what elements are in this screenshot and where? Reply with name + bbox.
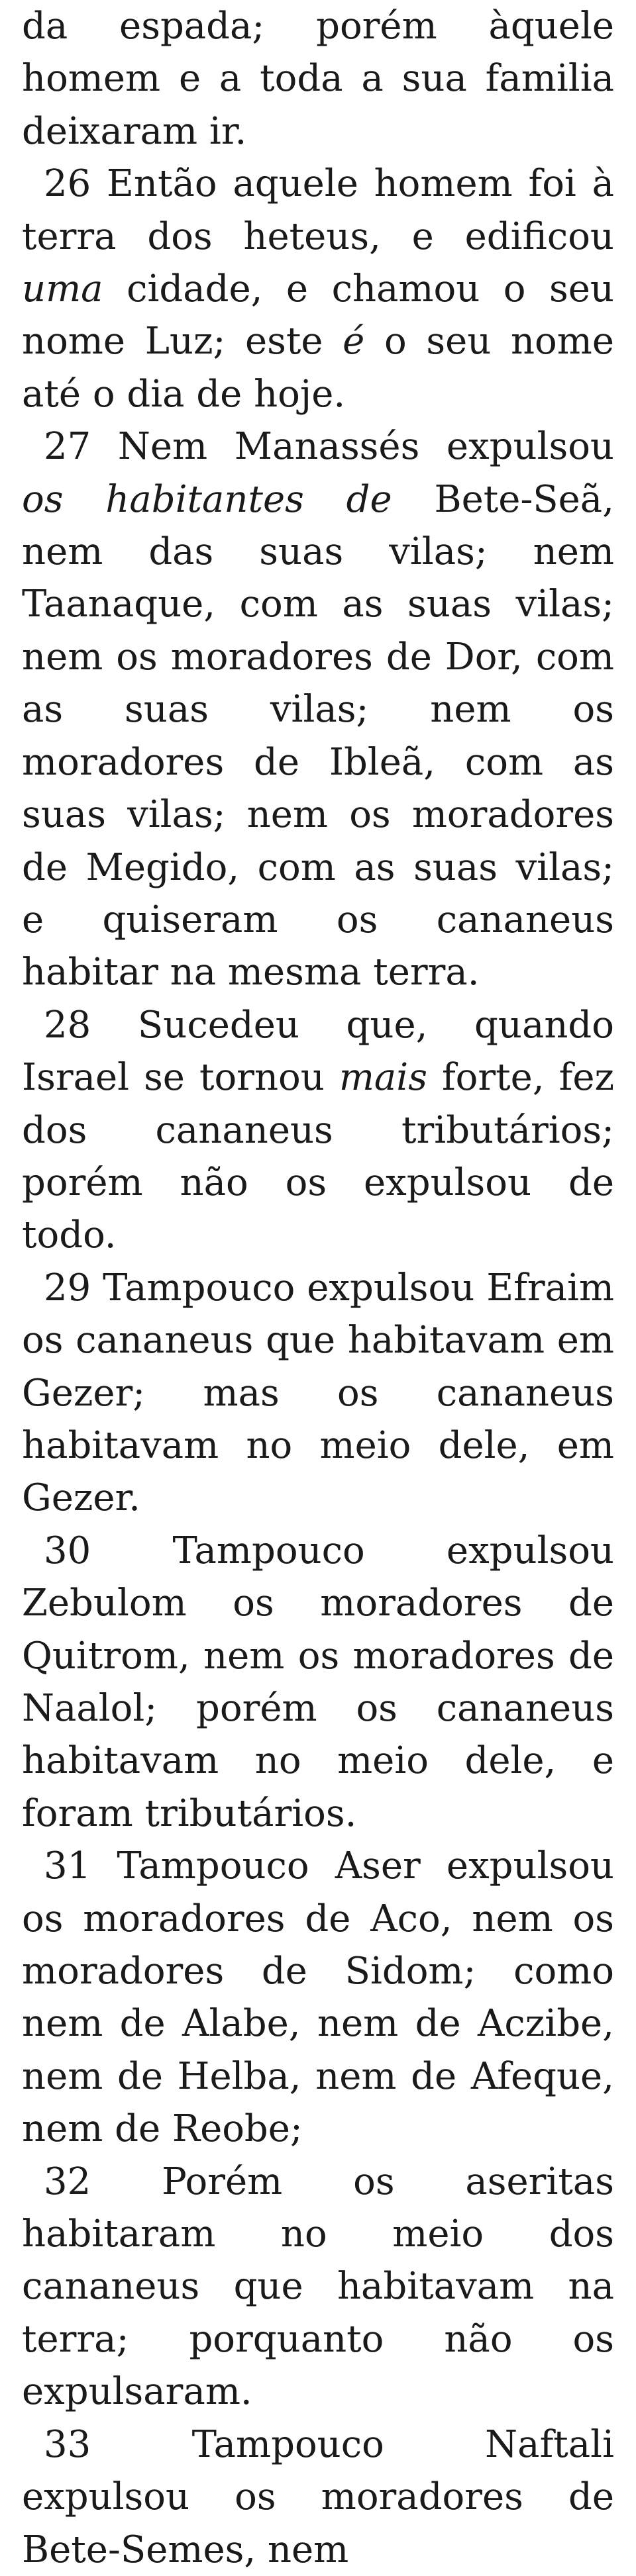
verse-text: o seu nome até o dia de hoje. <box>22 320 614 416</box>
verse-number: 32 <box>44 2160 91 2203</box>
verse-v32 <box>22 2156 614 2418</box>
verse-text: Tampouco Naftali expulsou os moradores de Bete-Semes, nem <box>22 2422 614 2571</box>
verse-number: 29 <box>44 1266 91 1310</box>
verse-text: Tampouco expulsou Efraim os cananeus que habitavam em Gezer; mas os cananeus habitavam no meio dele, em Gezer. <box>22 1266 614 1520</box>
verse-number: 26 <box>44 162 91 206</box>
verse-v28 <box>22 999 614 1262</box>
verse-text: Bete-Seã, nem das suas vilas; nem Taanaque, com as suas vilas; nem os moradores de Dor, com as suas vilas; nem os moradores de Ibleã, com as suas vilas; nem os moradores de Megido, com as suas vilas; e quiseram os cananeus habitar na mesma terra. <box>22 477 614 994</box>
verse-text: forte, fez dos cananeus tributários; porém não os expulsou de todo. <box>22 1056 614 1257</box>
italic-added-word: é <box>343 320 365 363</box>
verse-v30 <box>22 1525 614 1840</box>
verse-number: 33 <box>44 2422 91 2466</box>
verse-v31 <box>22 1840 614 2155</box>
verse-text: Tampouco expulsou Zebulom os moradores de Quitrom, nem os moradores de Naalol; porém os cananeus habitavam no meio dele, e foram tributários. <box>22 1529 614 1835</box>
italic-added-word: os habitantes de <box>22 477 392 521</box>
verse-v25-tail <box>22 0 614 158</box>
verse-number: 31 <box>44 1844 91 1888</box>
verse-text: Sucedeu que, quando Israel se tornou <box>22 1003 614 1100</box>
verse-text-block <box>22 0 614 2576</box>
verse-text: Tampouco Aser expulsou os moradores de Aco, nem os moradores de Sidom; como nem de Alabe, nem de Aczibe, nem de Helba, nem de Afeque, nem de Reobe; <box>22 1844 614 2151</box>
verse-v33 <box>22 2418 614 2576</box>
verse-v29 <box>22 1262 614 1525</box>
verse-v26 <box>22 158 614 420</box>
verse-number: 30 <box>44 1529 91 1572</box>
verse-text: Nem Manassés expulsou <box>91 425 614 469</box>
verse-number: 27 <box>44 425 91 469</box>
verse-text: cidade, e chamou o seu nome Luz; este <box>22 267 614 363</box>
italic-added-word: uma <box>22 267 103 311</box>
verse-number: 28 <box>44 1003 91 1047</box>
verse-text: da espada; porém àquele homem e a toda a sua familia deixaram ir. <box>22 5 614 153</box>
verse-v27 <box>22 420 614 998</box>
italic-added-word: mais <box>339 1056 427 1100</box>
verse-text: Então aquele homem foi à terra dos heteus, e edificou <box>22 162 614 258</box>
verse-text: Porém os aseritas habitaram no meio dos cananeus que habitavam na terra; porquanto não os expulsaram. <box>22 2160 614 2414</box>
